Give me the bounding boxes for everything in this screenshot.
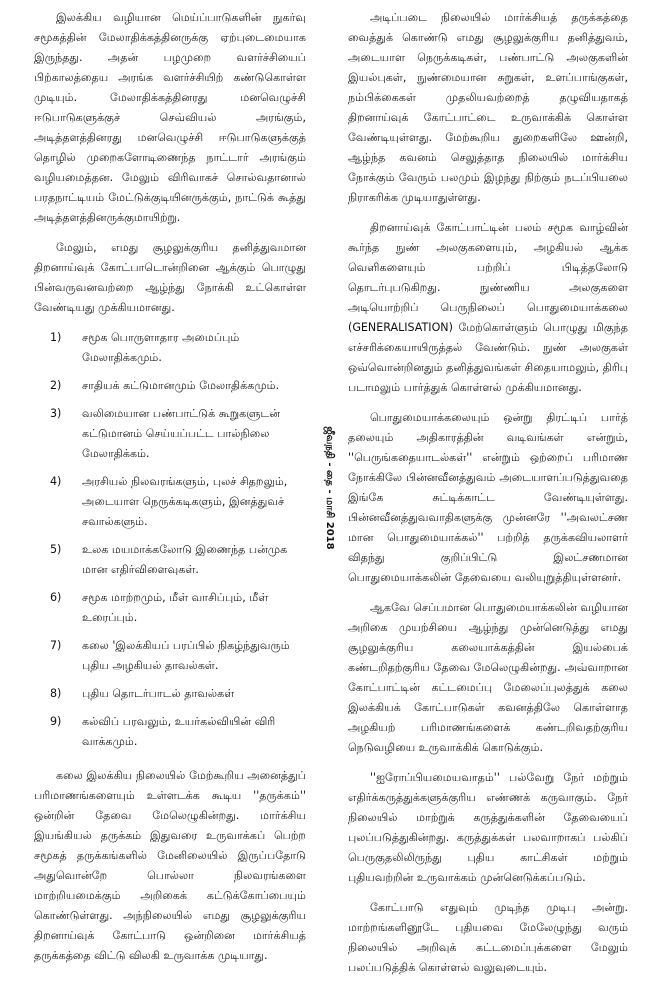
list-item-text: சாதியக் கட்டுமானமும் மேலாதிக்கமும்.: [82, 379, 280, 392]
list-item-text: கல்விப் பரவலும், உயர்கல்வியின் விரி வாக்கமும்.: [82, 715, 276, 748]
paragraph: திறனாய்வுக் கோட்பாட்டின் பலம் சமூக வாழ்வின் கூர்ந்த நுண் அலகுகளையும், அழகியல் ஆக்க வெளிகளையும் பற்றிப் பிடித்தலோடு தொடர்புபடுகிறது. நுண்ணிய அலகுகளை அடியொற்றிப் பெருநிலைப் பொதுமையாக்கலை (GENERALISATION) மேற்கொள்ளும் பொழுது மிகுந்த எச்சரிக்கையாயிருத்தல் வேண்டும். நுண் அலகுகள் ஒவ்வொன்றினதும் தனித்துவங்கள் சிதையாமலும், திரிபு படாமலும் பார்த்துக் கொள்ளல் முக்கியமானது.: [348, 221, 628, 394]
paragraph: கோட்பாடு எதுவும் முடிந்த முடிபு அன்று. மாற்றங்களினூடே புதியவை மேலேழுந்து வரும் நிலையில் அறிவுக் கட்டமைப்புக்களை மேலும் பலப்படுத்திக் கொள்ளல் வலுவுடையும்.: [348, 901, 628, 974]
list-item: [34, 588, 306, 628]
right-column: [348, 8, 628, 988]
list-item: [34, 684, 306, 704]
paragraph: கலை இலக்கிய நிலையில் மேற்கூறிய அனைத்துப் பரிமாணங்களையும் உள்ளடக்க கூடிய ''தருக்கம்'' ஒன்றின் தேவை மேலெழுகின்றது. மார்க்சிய இயங்கியல் தருக்கம் இதுவரை உருவாக்கப் பெற்ற சமூகத் தருக்கங்களில் மேனிலையில் இருப்பதோடு அதுவொன்றே பொல்லா நிலவரங்களை மாற்றியமைக்கும் அறிகைக் கட்டுக்கோப்பையும் கொண்டுள்ளது. அந்நிலையில் எமது சூழலுக்குரிய திறனாய்வுக் கோட்பாடு ஒன்றினை மார்க்சியத் தருக்கத்தை விட்டு விலகி உருவாக்க முடியாது.: [34, 769, 306, 962]
numbered-list: [34, 328, 306, 752]
list-item-text: உலக மயமாக்கலோடு இணைந்த பன்முக மான எதிர்விளைவுகள்.: [82, 543, 288, 576]
list-item-text: வலிமையான பண்பாட்டுக் கூறுகளுடன் கட்டுமானம் செய்யப்பட்ட பால்நிலை மேலாதிக்கம்.: [82, 407, 281, 460]
paragraph: மேலும், எமது சூழலுக்குரிய தனித்துவமான திறனாய்வுக் கோட்பாடொன்றினை ஆக்கும் பொழுது பின்வருவனவற்றை ஆழ்ந்து நோக்கி உட்கொள்ள வேண்டியது முக்கியமானது.: [34, 241, 306, 314]
list-item-text: புதிய தொடர்பாடல் தாவல்கள்: [82, 687, 235, 700]
running-header: [322, 318, 336, 658]
paragraph: பொதுமையாக்கலையும் ஒன்று திரட்டிப் பார்த் தலையும் அதிகாரத்தின் வடிவங்கள் என்றும், ''பெருங்கதையாடல்கள்'' என்றும் ஒற்றைப் பரிமாண நோக்கிலே பின்னவீனத்துவம் அடையாளப்படுத்துவதை இங்கே சுட்டிக்காட்ட வேண்டியுள்ளது. பின்னவீனத்துவவாதிகளுக்கு முன்னரே ''அவலட்சண மான பொதுமையாக்கல்'' பற்றித் தருக்கவியலாளர் விதந்து குறிப்பிட்டு இலட்சணமான பொதுமையாக்கலின் தேவையை வலியுறுத்தியுள்ளனர்.: [348, 411, 628, 584]
list-item: [34, 636, 306, 676]
left-column: [34, 8, 306, 976]
list-item: [34, 376, 306, 396]
list-item-number: 9): [50, 715, 62, 728]
list-item-text: சமூக மாற்றமும், மீள் வாசிப்பும், மீள் உரைப்பும்.: [82, 591, 269, 624]
list-item: [34, 404, 306, 464]
list-item: [34, 328, 306, 368]
list-item-number: 7): [50, 639, 62, 652]
list-item-number: 8): [50, 687, 62, 700]
running-header-text: ஜீவநதி - தை - மாசி 2018: [324, 426, 335, 550]
list-item-number: 2): [50, 379, 62, 392]
list-item: [34, 540, 306, 580]
list-item-text: சமூக பொருளாதார அமைப்பும் மேலாதிக்கமும்.: [82, 331, 240, 364]
paragraph: இலக்கிய வழியான மெய்ப்பாடுகளின் நுகர்வு சமூகத்தின் மேலாதிக்கத்தினருக்கு ஏற்புடைமையாக இருந்தது. அதன் பழமுறை வளர்ச்சியைப் பிற்காலத்தைய அரங்க வளர்ச்சியிற் கண்டுகொள்ள முடியும். மேலாதிக்கத்தினரது மனவெழுச்சி ஈடுபாடுகளுக்குச் செவ்வியல் அரங்கும், அடித்தளத்தினரது மனவெழுச்சி ஈடுபாடுகளுக்குத் தொழில் முறைகளோடிணைந்த நாட்டார் அரங்கும் வழியமைத்தன. மேலும் விரிவாகச் சொல்வதானால் பரதநாட்டியம் மேட்டுக்குடியினருக்கும், நாட்டுக் கூத்து அடித்தளத்தினருக்குமாயிற்று.: [34, 11, 306, 224]
list-item-text: அரசியல் நிலவரங்களும், புலச் சிதறலும், அடையாள நெருக்கடிகளும், இனத்துவச் சவால்களும்.: [82, 475, 288, 528]
list-item-number: 4): [50, 475, 62, 488]
paragraph: அடிப்படை நிலையில் மார்க்சியத் தருக்கத்தை வைத்துக் கொண்டு எமது சூழலுக்குரிய தனித்துவம், அடையாள நெருக்கடிகள், பண்பாட்டு அலகுகளின் இயல்புகள், நுண்மையான சுறுகள், உளப்பாங்குகள், நம்பிக்கைகள் முதலியவற்றைத் தழுவியதாகத் திறனாய்வுக் கோட்பாட்டை உருவாக்கிக் கொள்ள வேண்டியுள்ளது. மேற்கூறிய துறைகளிலே ஊன்றி, ஆழ்ந்த கவனம் செலுத்தாத நிலையில் மார்க்சிய நோக்கும் வேரும் பலமும் இழந்து நிற்கும் நடப்பியலை நிராகரிக்க முடியாதுள்ளது.: [348, 11, 628, 204]
list-item-text: கலை 'இலக்கியப் பரப்பில் நிகழ்ந்துவரும் புதிய அழகியல் தாவல்கள்.: [82, 639, 290, 672]
list-item-number: 6): [50, 591, 62, 604]
list-item-number: 5): [50, 543, 62, 556]
paragraph: ''ஐரோப்பியமையவாதம்'' பல்வேறு நேர் மற்றும் எதிர்க்கருத்துக்களுக்குரிய எண்ணக் கருவாகும். நேர் நிலையில் மாற்றுக் கருத்துக்களின் தேவையைப் புலப்படுத்துகின்றது. கருத்துக்கள் பலவாறாகப் பல்கிப் பெருகுதலிலிருந்து புதிய காட்சிகள் மற்றும் புதியவற்றின் உருவாக்கம் முன்னெடுக்கப்படும்.: [348, 771, 628, 884]
list-item: [34, 472, 306, 532]
list-item-number: 1): [50, 331, 62, 344]
list-item-number: 3): [50, 407, 62, 420]
paragraph: ஆகவே செப்பமான பொதுமையாக்கலின் வழியான அறிகை முயற்சியை ஆழ்ந்து முன்னெடுத்து எமது சூழலுக்குரிய கலையாக்கத்தின் இயல்பைக் கண்டறிதற்குரிய தேவை மேலெழுகின்றது. அவ்வாறான கோட்பாட்டின் கட்டமைப்பு மேலைப்புலத்துக் கலை இலக்கியக் கோட்பாடுகள் கவனத்திலே கொள்ளாத அழகியற் பரிமாணங்களைக் கண்டறிவதற்குரிய நெடுவழியை உருவாக்கிக் கொடுக்கும்.: [348, 601, 628, 754]
list-item: [34, 712, 306, 752]
